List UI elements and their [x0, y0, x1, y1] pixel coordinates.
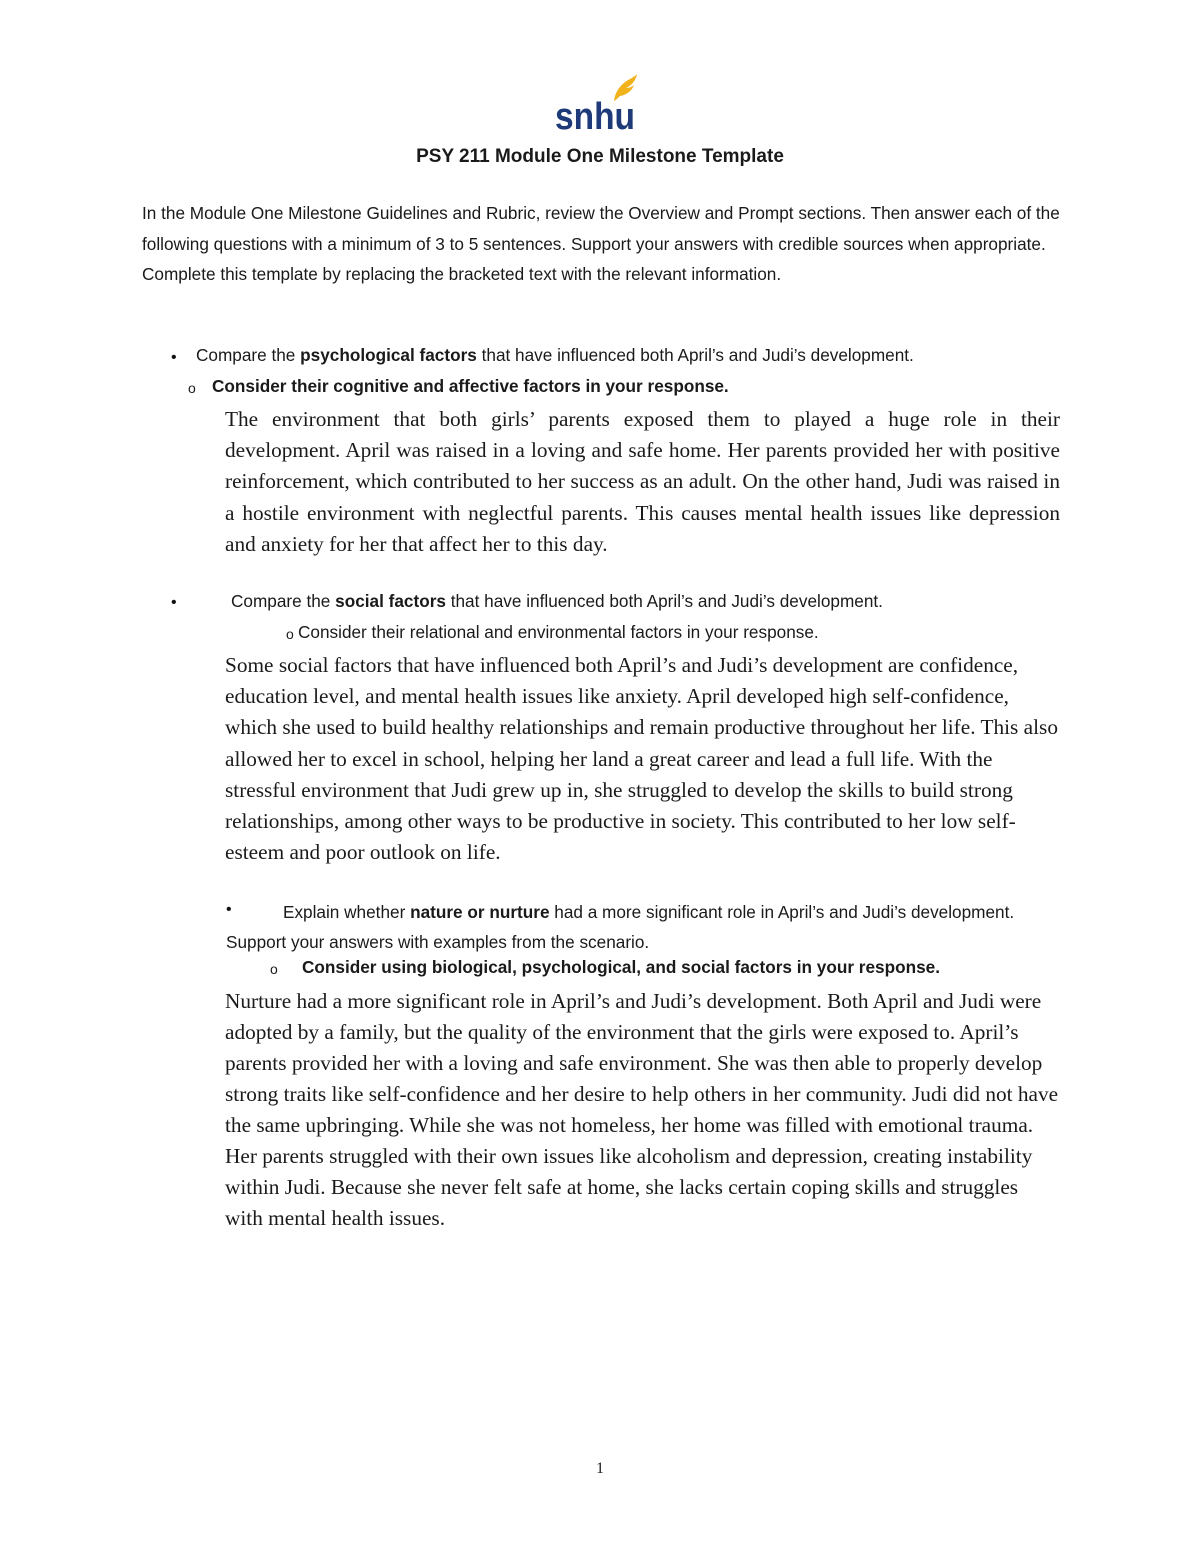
section-1-prompt: Compare the psychological factors that have influenced both April’s and Judi’s development.: [196, 345, 914, 365]
section-1-sub-prompt: Consider their cognitive and affective factors in your response.: [212, 376, 729, 396]
section-3-prompt: Explain whether nature or nurture had a more significant role in April’s and Judi’s development. Support your answers with examples from the scenario.: [226, 902, 1015, 952]
section-3-bullet: •: [226, 901, 232, 918]
section-3-answer: Nurture had a more significant role in April’s and Judi’s development. Both April and Judi were adopted by a family, but the quality of the environment that the girls were exposed to. April’s parents provided her with a loving and safe environment. She was then able to properly develop strong traits like self-confidence and her desire to help others in her community. Judi did not have the same upbringing. While she was not homeless, her home was filled with emotional trauma. Her parents struggled with their own issues like alcoholism and depression, creating instability within Judi. Because she never felt safe at home, she lacks certain coping skills and struggles with mental health issues.: [225, 989, 1059, 1230]
snhu-logo: [554, 74, 638, 134]
intro-paragraph: In the Module One Milestone Guidelines and Rubric, review the Overview and Prompt sections. Then answer each of the following questions with a minimum of 3 to 5 sentences. Support your answers with credible sources when appropriate. Complete this template by replacing the bracketed text with the relevant information.: [142, 203, 1060, 284]
section-1-answer: The environment that both girls’ parents exposed them to played a huge role in their development. April was raised in a loving and safe home. Her parents provided her with positive reinforcement, which contributed to her success as an adult. On the other hand, Judi was raised in a hostile environment with neglectful parents. This causes mental health issues like depression and anxiety for her that affect her to this day.: [225, 407, 1060, 556]
section-3-sub-marker: o: [270, 961, 278, 977]
section-1-sub-marker: o: [188, 380, 196, 396]
section-3-sub-prompt: Consider using biological, psychological, and social factors in your response.: [302, 957, 940, 977]
section-2-sub-prompt: Consider their relational and environmental factors in your response.: [298, 622, 819, 642]
section-1-bullet: •: [171, 349, 177, 366]
section-2-prompt: Compare the social factors that have influenced both April’s and Judi’s development.: [231, 591, 883, 611]
section-2-sub-marker: o: [286, 626, 294, 642]
page-number: 1: [596, 1460, 604, 1477]
section-2-answer: Some social factors that have influenced both April’s and Judi’s development are confidence, education level, and mental health issues like anxiety. April developed high self-confidence, which she used to build healthy relationships and remain productive throughout her life. This also allowed her to excel in school, helping her land a great career and lead a full life. With the stressful environment that Judi grew up in, she struggled to develop the skills to build strong relationships, among other ways to be productive in society. This contributed to her low self-esteem and poor outlook on life.: [225, 653, 1058, 865]
page-title: PSY 211 Module One Milestone Template: [416, 146, 784, 167]
section-2-bullet: •: [171, 594, 177, 611]
logo-text: snhu: [555, 96, 635, 134]
